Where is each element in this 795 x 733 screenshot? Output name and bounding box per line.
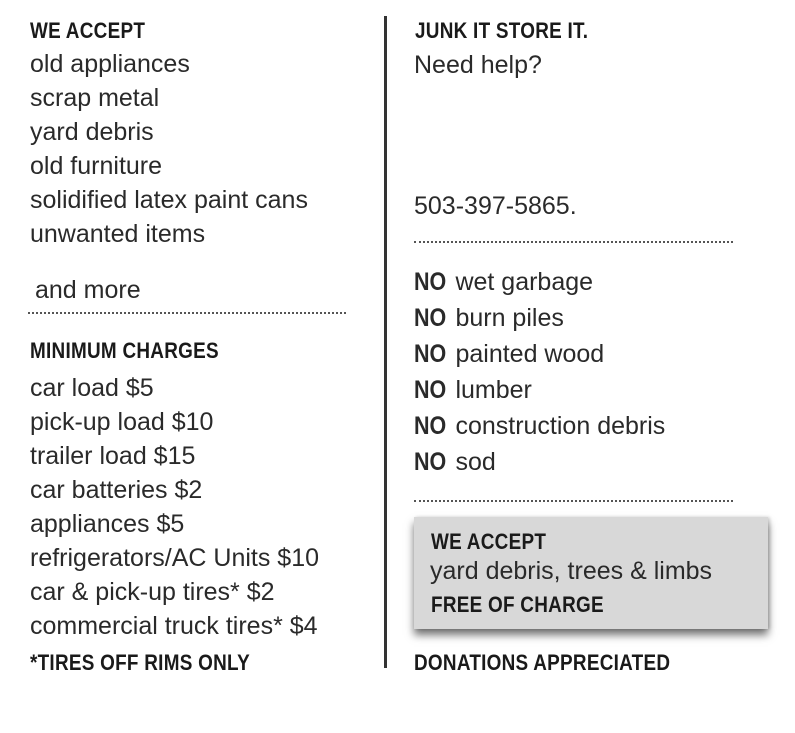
no-prefix: NO bbox=[414, 340, 447, 368]
box-heading: WE ACCEPT bbox=[431, 529, 547, 554]
free-accept-box bbox=[414, 517, 768, 629]
box-text: yard debris, trees & limbs bbox=[430, 557, 713, 585]
no-item-text: lumber bbox=[455, 376, 532, 404]
no-prefix: NO bbox=[414, 376, 447, 404]
divider bbox=[28, 312, 346, 314]
list-item: car batteries $2 bbox=[30, 476, 203, 504]
list-item: trailer load $15 bbox=[30, 442, 196, 470]
list-item bbox=[414, 444, 665, 480]
no-prefix: NO bbox=[414, 304, 447, 332]
no-item-text: wet garbage bbox=[455, 268, 594, 296]
list-item: unwanted items bbox=[30, 220, 206, 248]
list-item: refrigerators/AC Units $10 bbox=[30, 544, 320, 572]
list-item: pick-up load $10 bbox=[30, 408, 214, 436]
charges-heading: MINIMUM CHARGES bbox=[30, 338, 219, 363]
no-prefix: NO bbox=[414, 412, 447, 440]
donations-text: DONATIONS APPRECIATED bbox=[414, 650, 671, 675]
column-divider bbox=[384, 16, 387, 668]
no-list bbox=[414, 264, 665, 480]
accept-heading: WE ACCEPT bbox=[30, 18, 146, 43]
no-item-text: construction debris bbox=[455, 412, 666, 440]
divider bbox=[414, 241, 733, 243]
charges-list bbox=[30, 371, 319, 643]
accept-list bbox=[30, 47, 308, 251]
list-item bbox=[414, 336, 665, 372]
list-item: appliances $5 bbox=[30, 510, 185, 538]
list-item: car & pick-up tires* $2 bbox=[30, 578, 275, 606]
divider bbox=[414, 500, 733, 502]
list-item bbox=[414, 372, 665, 408]
free-of-charge-label: FREE OF CHARGE bbox=[431, 592, 604, 617]
no-prefix: NO bbox=[414, 448, 447, 476]
junk-heading: JUNK IT STORE IT. bbox=[415, 18, 589, 43]
phone-number: 503-397-5865. bbox=[414, 192, 577, 220]
and-more-text: and more bbox=[35, 276, 141, 304]
list-item: old furniture bbox=[30, 152, 163, 180]
list-item: scrap metal bbox=[30, 84, 160, 112]
list-item: yard debris bbox=[30, 118, 154, 146]
no-prefix: NO bbox=[414, 268, 447, 296]
list-item bbox=[414, 408, 665, 444]
list-item: commercial truck tires* $4 bbox=[30, 612, 318, 640]
list-item bbox=[414, 264, 665, 300]
help-text: Need help? bbox=[414, 51, 542, 79]
tires-note: *TIRES OFF RIMS ONLY bbox=[30, 650, 250, 675]
no-item-text: burn piles bbox=[455, 304, 564, 332]
list-item: car load $5 bbox=[30, 374, 154, 402]
no-item-text: sod bbox=[455, 448, 496, 476]
list-item bbox=[414, 300, 665, 336]
no-item-text: painted wood bbox=[455, 340, 605, 368]
list-item: old appliances bbox=[30, 50, 190, 78]
list-item: solidified latex paint cans bbox=[30, 186, 308, 214]
